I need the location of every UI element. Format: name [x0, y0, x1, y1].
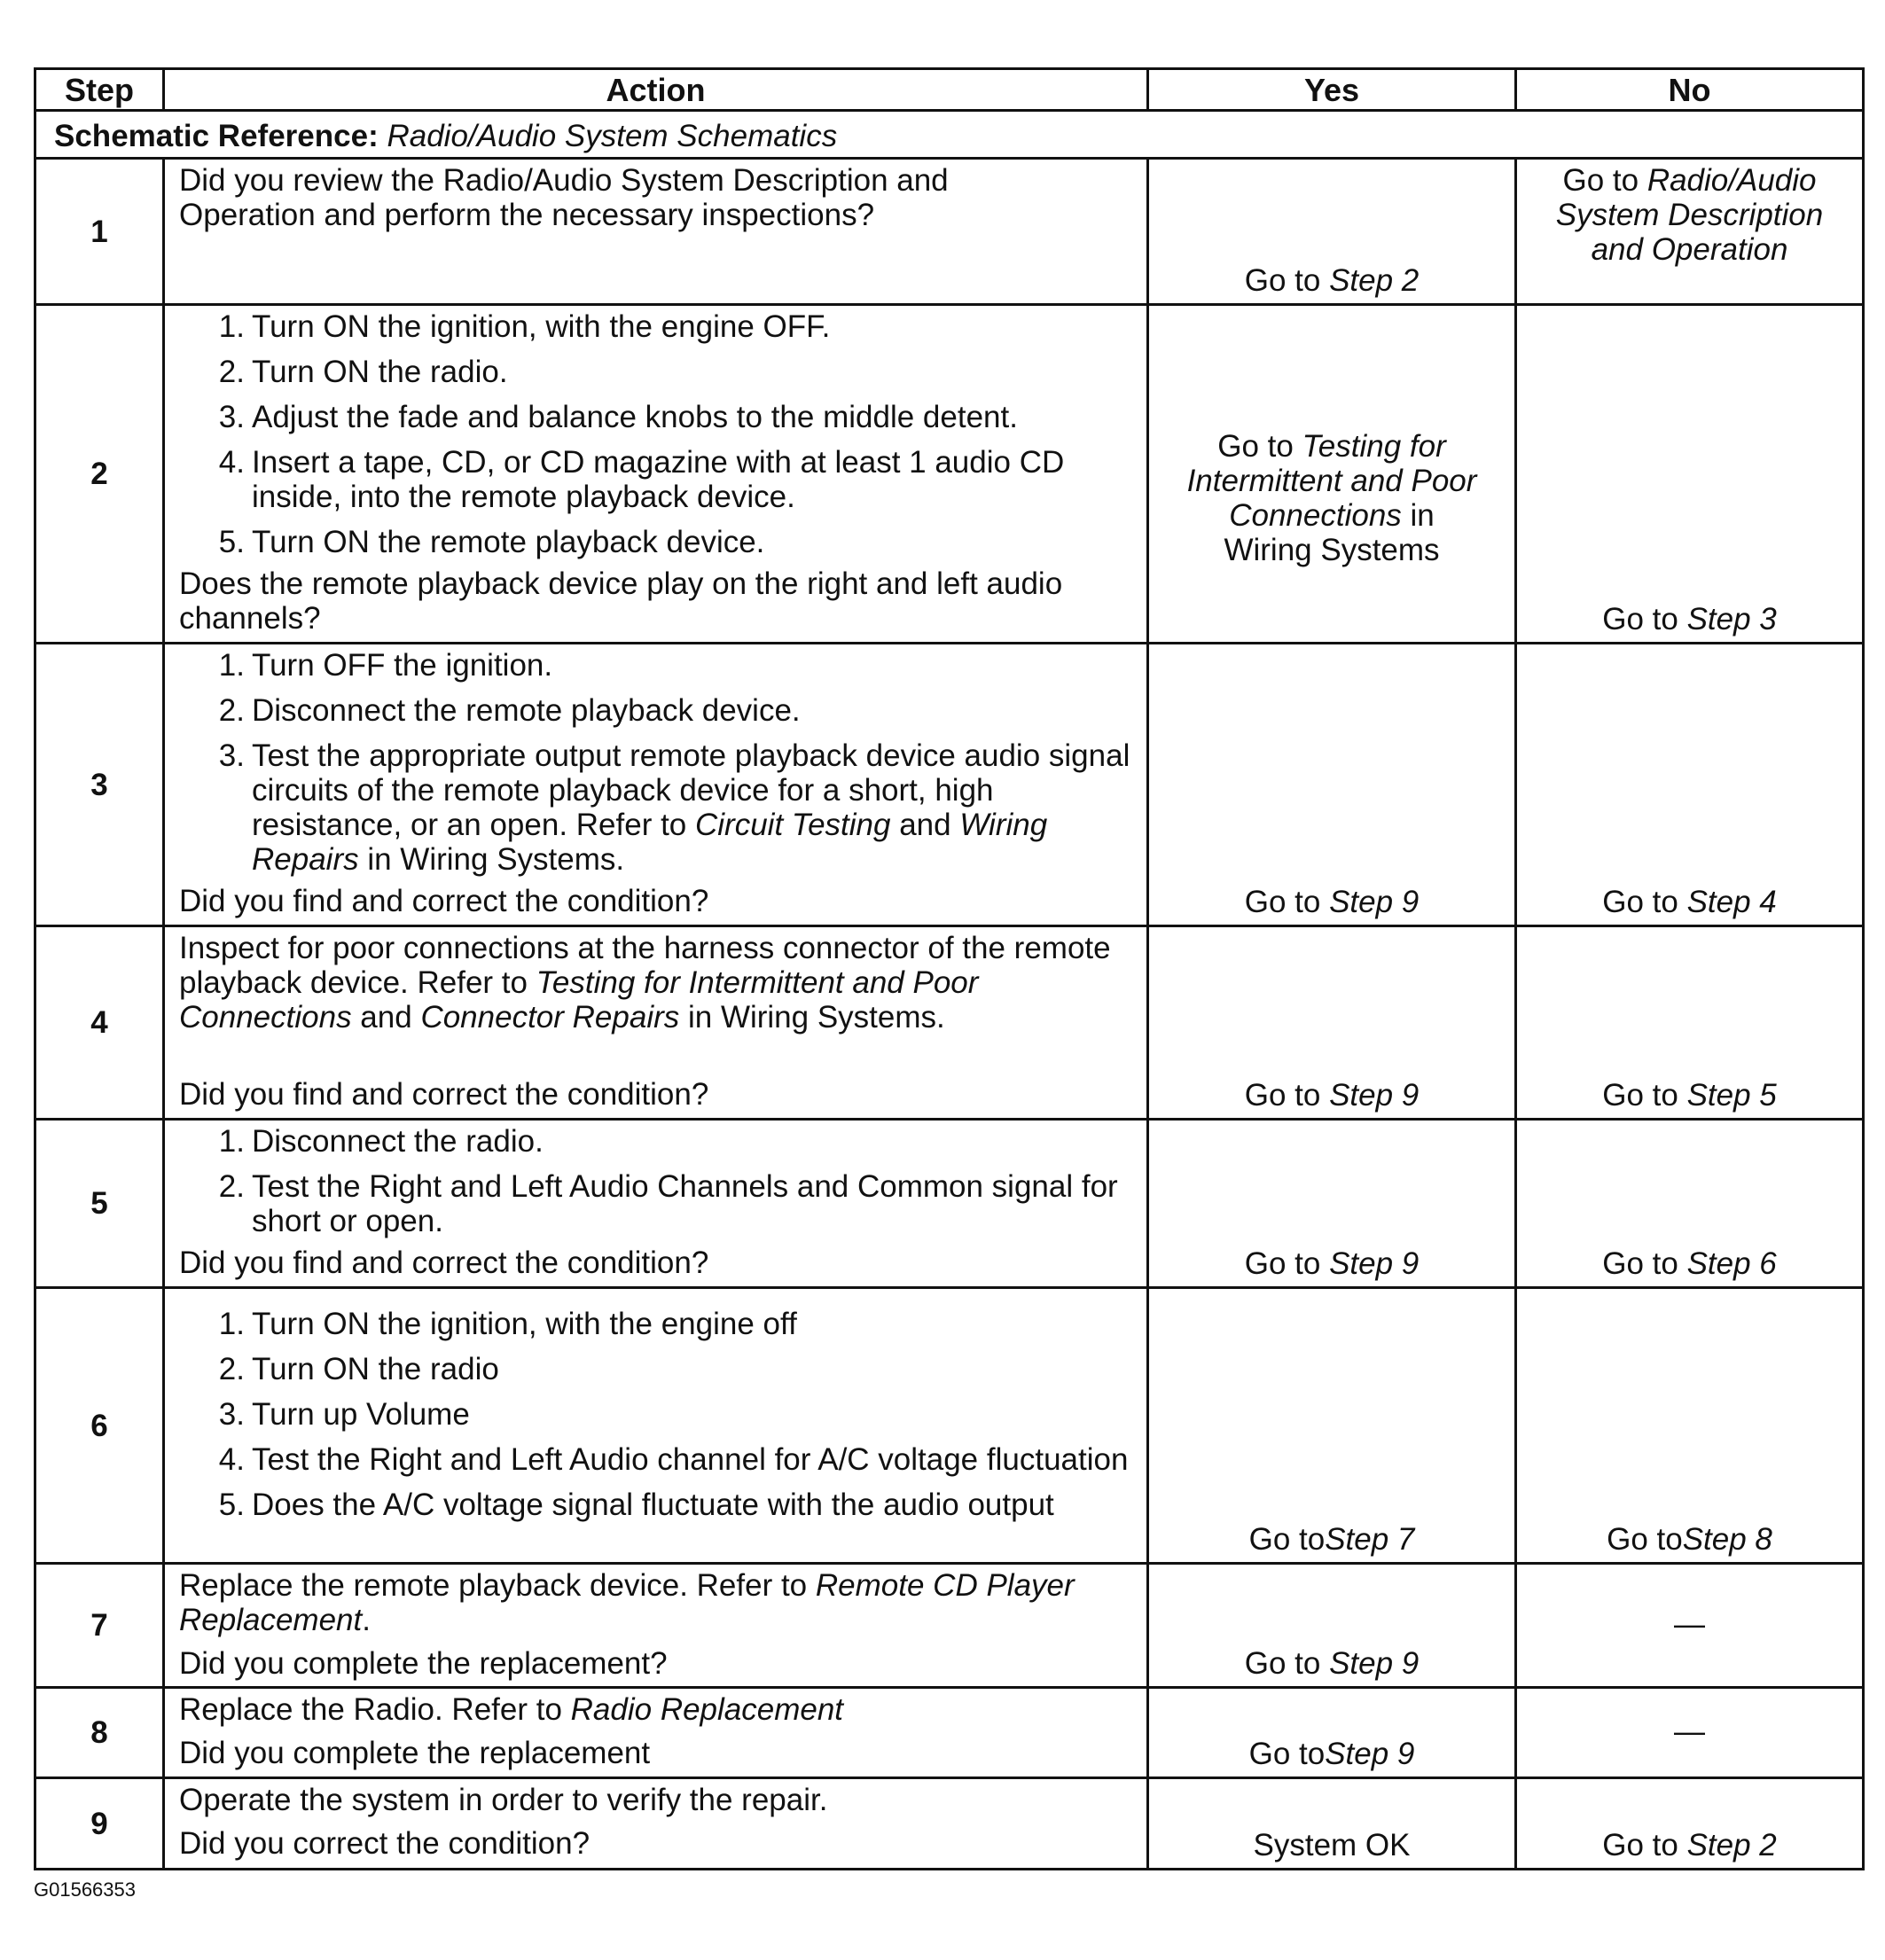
- step-number: 8: [35, 1688, 164, 1778]
- figure-id: G01566353: [34, 1878, 136, 1901]
- yes-link[interactable]: Go toStep 7: [1248, 1522, 1415, 1557]
- action-steps-list: [179, 1124, 1134, 1238]
- step-number: 9: [35, 1778, 164, 1870]
- no-cell: [1516, 644, 1864, 926]
- action-cell: [164, 1688, 1148, 1778]
- table-row: [35, 1120, 1864, 1288]
- action-cell: [164, 1288, 1148, 1564]
- reference-link[interactable]: Wiring Repairs: [252, 808, 1048, 877]
- action-text: Did you review the Radio/Audio System Description and Operation and perform the necessary inspections?: [179, 163, 949, 232]
- no-link[interactable]: Go to Radio/Audio System Description and Operation: [1555, 163, 1824, 267]
- question-text: Did you complete the replacement: [179, 1736, 651, 1770]
- action-cell: [164, 1564, 1148, 1688]
- yes-cell: [1148, 1778, 1516, 1870]
- list-item: 4. Test the Right and Left Audio channel for A/C voltage fluctuation: [218, 1442, 1129, 1477]
- list-item: 1. Turn OFF the ignition.: [218, 648, 553, 683]
- table-row: [35, 926, 1864, 1120]
- list-item: 5. Does the A/C voltage signal fluctuate with the audio output: [218, 1488, 1054, 1522]
- no-cell: [1516, 1288, 1864, 1564]
- action-cell: [164, 1778, 1148, 1870]
- no-dash: —: [1674, 1607, 1705, 1642]
- yes-link[interactable]: Go to Step 9: [1244, 885, 1420, 919]
- yes-cell: [1148, 926, 1516, 1120]
- yes-result: System OK: [1253, 1828, 1411, 1862]
- no-link[interactable]: Go to Step 3: [1602, 602, 1777, 636]
- reference-link[interactable]: Remote CD Player Replacement: [179, 1568, 1075, 1637]
- table-row: [35, 159, 1864, 305]
- step-number: 1: [35, 159, 164, 305]
- reference-link[interactable]: Testing for Intermittent and Poor Connections: [179, 965, 979, 1035]
- action-cell: [164, 926, 1148, 1120]
- header-yes: Yes: [1148, 69, 1516, 111]
- schematic-row: [35, 111, 1864, 159]
- list-item: 1. Turn ON the ignition, with the engine off: [218, 1307, 797, 1341]
- table-row: [35, 305, 1864, 644]
- action-text: Replace the Radio. Refer to Radio Replacement: [179, 1692, 844, 1727]
- no-link[interactable]: Go to Step 4: [1602, 885, 1777, 919]
- yes-link[interactable]: Go to Step 9: [1244, 1646, 1420, 1681]
- no-cell: [1516, 1688, 1864, 1778]
- table-row: [35, 1288, 1864, 1564]
- list-item: 2. Disconnect the remote playback device.: [218, 693, 801, 728]
- step-number: 3: [35, 644, 164, 926]
- question-text: Did you find and correct the condition?: [179, 884, 709, 918]
- reference-link[interactable]: Radio Replacement: [570, 1692, 844, 1727]
- action-steps-list: [179, 1307, 1134, 1522]
- question-text: Did you find and correct the condition?: [179, 1245, 709, 1280]
- header-no: No: [1516, 69, 1864, 111]
- list-item: 3. Turn up Volume: [218, 1397, 470, 1432]
- yes-cell: [1148, 1688, 1516, 1778]
- no-cell: [1516, 159, 1864, 305]
- yes-cell: [1148, 159, 1516, 305]
- yes-cell: [1148, 1288, 1516, 1564]
- yes-link[interactable]: Go toStep 9: [1248, 1737, 1415, 1771]
- list-item: 2. Turn ON the radio.: [218, 355, 508, 389]
- yes-cell: [1148, 1120, 1516, 1288]
- no-link[interactable]: Go to Step 6: [1602, 1246, 1777, 1281]
- action-text: Replace the remote playback device. Refer to Remote CD Player Replacement.: [179, 1568, 1075, 1637]
- header-row: [35, 69, 1864, 111]
- step-number: 6: [35, 1288, 164, 1564]
- action-steps-list: [179, 309, 1134, 559]
- question-text: Did you correct the condition?: [179, 1826, 591, 1861]
- schematic-link[interactable]: Radio/Audio System Schematics: [387, 119, 838, 153]
- action-text: Operate the system in order to verify the repair.: [179, 1783, 828, 1817]
- no-dash: —: [1674, 1714, 1705, 1749]
- no-cell: [1516, 1120, 1864, 1288]
- no-cell: [1516, 305, 1864, 644]
- step-number: 5: [35, 1120, 164, 1288]
- list-item: 3. Adjust the fade and balance knobs to the middle detent.: [218, 400, 1018, 434]
- no-cell: [1516, 1564, 1864, 1688]
- list-item: 2. Turn ON the radio: [218, 1352, 499, 1386]
- no-cell: [1516, 926, 1864, 1120]
- step-number: 2: [35, 305, 164, 644]
- table-row: [35, 1564, 1864, 1688]
- schematic-label: Schematic Reference:: [54, 119, 379, 153]
- action-steps-list: [179, 648, 1134, 877]
- no-link[interactable]: Go to Step 5: [1602, 1078, 1777, 1113]
- list-item: 1. Turn ON the ignition, with the engine OFF.: [218, 309, 831, 344]
- question-text: Does the remote playback device play on the right and left audio channels?: [179, 566, 1063, 636]
- yes-cell: [1148, 1564, 1516, 1688]
- list-item: 1. Disconnect the radio.: [218, 1124, 544, 1159]
- list-item: 4. Insert a tape, CD, or CD magazine with at least 1 audio CD inside, into the remote playback device.: [218, 445, 1065, 514]
- no-cell: [1516, 1778, 1864, 1870]
- yes-cell: [1148, 305, 1516, 644]
- question-text: Did you find and correct the condition?: [179, 1077, 709, 1112]
- header-step: Step: [35, 69, 164, 111]
- step-number: 7: [35, 1564, 164, 1688]
- header-action: Action: [164, 69, 1148, 111]
- table-row: [35, 1778, 1864, 1870]
- table-row: [35, 1688, 1864, 1778]
- action-cell: [164, 305, 1148, 644]
- reference-link[interactable]: Circuit Testing: [695, 808, 891, 842]
- list-item: 3. Test the appropriate output remote playback device audio signal circuits of the remote playback device for a short, high resistance, or an open. Refer to Circuit Testing and Wiring Repairs in Wiring Systems.: [218, 738, 1130, 877]
- action-cell: [164, 1120, 1148, 1288]
- no-link[interactable]: Go toStep 8: [1607, 1522, 1772, 1557]
- diagnostic-table: [34, 67, 1865, 1870]
- yes-link[interactable]: Go to Step 9: [1244, 1078, 1420, 1113]
- yes-link[interactable]: Go to Step 9: [1244, 1246, 1420, 1281]
- yes-link[interactable]: Go to Step 2: [1244, 263, 1420, 298]
- question-text: Did you complete the replacement?: [179, 1646, 668, 1681]
- no-link[interactable]: Go to Step 2: [1602, 1828, 1777, 1862]
- schematic-reference: [35, 111, 1864, 159]
- list-item: 5. Turn ON the remote playback device.: [218, 525, 765, 559]
- yes-link[interactable]: Go to Testing for Intermittent and Poor Connections in Wiring Systems: [1186, 428, 1477, 567]
- action-cell: [164, 159, 1148, 305]
- action-text: Inspect for poor connections at the harness connector of the remote playback device. Refer to Testing for Intermittent and Poor Connections and Connector Repairs in Wiring Systems.: [179, 931, 1111, 1035]
- action-cell: [164, 644, 1148, 926]
- step-number: 4: [35, 926, 164, 1120]
- table-row: [35, 644, 1864, 926]
- reference-link[interactable]: Connector Repairs: [420, 1000, 680, 1035]
- list-item: 2. Test the Right and Left Audio Channels and Common signal for short or open.: [218, 1169, 1118, 1238]
- yes-cell: [1148, 644, 1516, 926]
